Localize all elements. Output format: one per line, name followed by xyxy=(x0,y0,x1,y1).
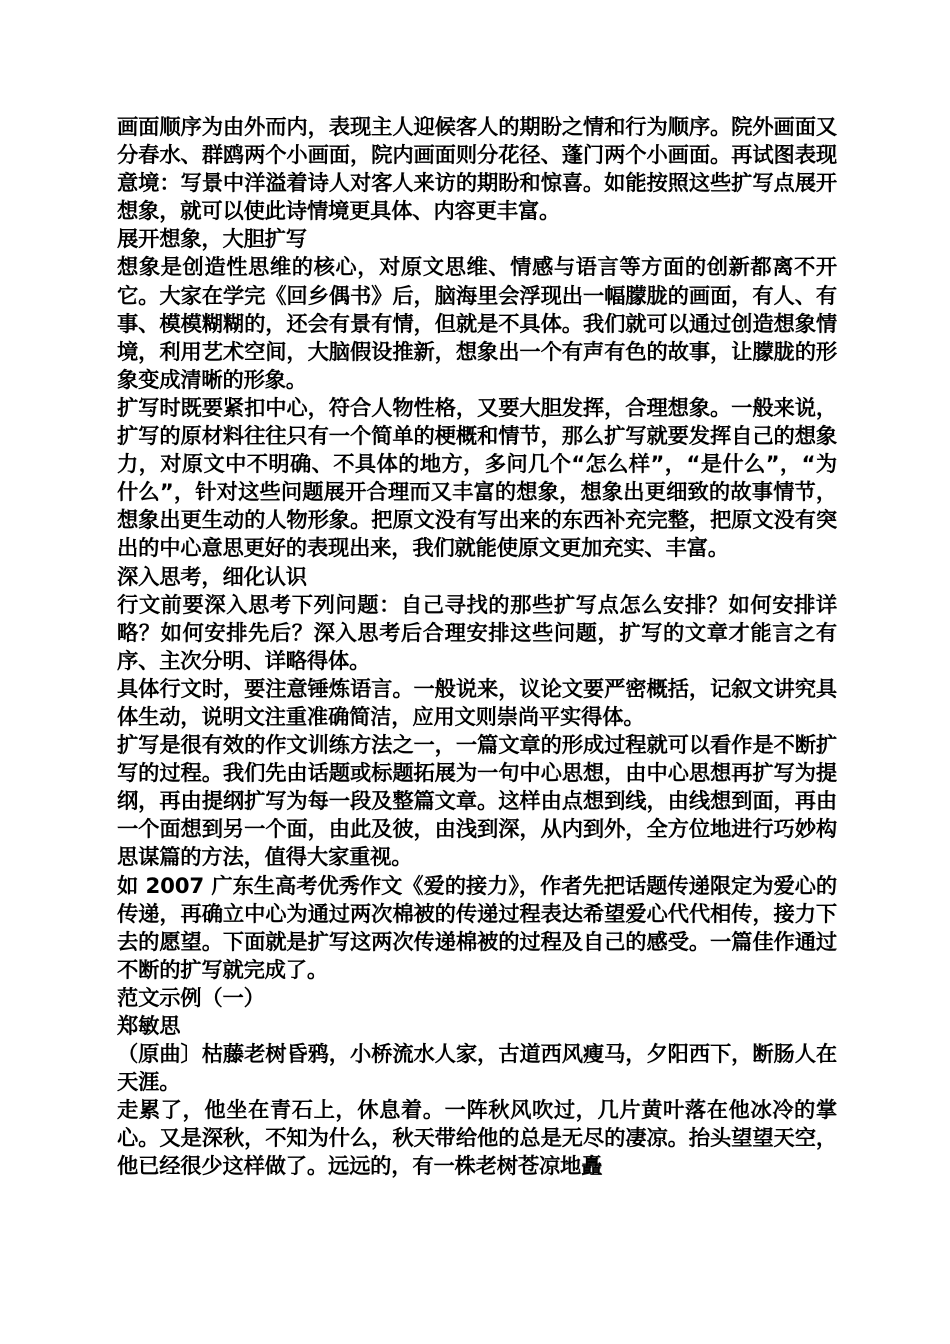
paragraph-deep-thinking: 行文前要深入思考下列问题：自己寻找的那些扩写点怎么安排？如何安排详略？如何安排先后？深入思考后合理安排这些问题，扩写的文章才能言之有序、主次分明、详略得体。 xyxy=(117,592,837,674)
paragraph-story-start: 走累了，他坐在青石上，休息着。一阵秋风吹过，几片黄叶落在他冰冷的掌心。又是深秋，不知为什么，秋天带给他的总是无尽的凄凉。抬头望望天空，他已经很少这样做了。远远的，有一株老树苍凉地矗 xyxy=(117,1098,837,1180)
section-heading-imagination: 展开想象，大胆扩写 xyxy=(117,227,307,253)
document-page xyxy=(117,114,837,1182)
paragraph-language: 具体行文时，要注意锤炼语言。一般说来，议论文要严密概括，记叙文讲究具体生动，说明文注重准确简洁，应用文则崇尚平实得体。 xyxy=(117,676,837,730)
paragraph-expansion-method: 扩写时既要紧扣中心，符合人物性格，又要大胆发挥，合理想象。一般来说，扩写的原材料往往只有一个简单的梗概和情节，那么扩写就要发挥自己的想象力，对原文中不明确、不具体的地方，多问几个“怎么样”，“是什么”，“为什么”，针对这些问题展开合理而又丰富的想象，想象出更细致的故事情节，想象出更生动的人物形象。把原文没有写出来的东西补充完整，把原文没有突出的中心意思更好的表现出来，我们就能使原文更加充实、丰富。 xyxy=(117,395,837,562)
section-heading-thinking: 深入思考，细化认识 xyxy=(117,564,307,590)
paragraph-original-poem: （原曲〕枯藤老树昏鸦，小桥流水人家，古道西风瘦马，夕阳西下，断肠人在天涯。 xyxy=(117,1042,837,1096)
paragraph-training-method: 扩写是很有效的作文训练方法之一，一篇文章的形成过程就可以看作是不断扩写的过程。我们先由话题或标题拓展为一句中心思想，由中心思想再扩写为提纲，再由提纲扩写为每一段及整篇文章。这样由点想到线，由线想到面，再由一个面想到另一个面，由此及彼，由浅到深，从内到外，全方位地进行巧妙构思谋篇的方法，值得大家重视。 xyxy=(117,733,837,871)
section-heading-sample: 范文示例（一） xyxy=(117,985,265,1011)
author-name: 郑敏思 xyxy=(117,1014,181,1039)
paragraph-scene-order: 画面顺序为由外而内，表现主人迎候客人的期盼之情和行为顺序。院外画面又分春水、群鸥两个小画面，院内画面则分花径、蓬门两个小画面。再试图表现意境：写景中洋溢着诗人对客人来访的期盼和惊喜。如能按照这些扩写点展开想象，就可以使此诗情境更具体、内容更丰富。 xyxy=(117,115,837,225)
paragraph-imagination-core: 想象是创造性思维的核心，对原文思维、情感与语言等方面的创新都离不开它。大家在学完《回乡偶书》后，脑海里会浮现出一幅朦胧的画面，有人、有事、模模糊糊的，还会有景有情，但就是不具体。我们就可以通过创造想象情境，利用艺术空间，大脑假设推新，想象出一个有声有色的故事，让朦胧的形象变成清晰的形象。 xyxy=(117,255,837,393)
paragraph-example-essay: 如 2007 广东生高考优秀作文《爱的接力》，作者先把话题传递限定为爱心的传递，再确立中心为通过两次棉被的传递过程表达希望爱心代代相传，接力下去的愿望。下面就是扩写这两次传递棉被的过程及自己的感受。一篇佳作通过不断的扩写就完成了。 xyxy=(117,873,837,983)
